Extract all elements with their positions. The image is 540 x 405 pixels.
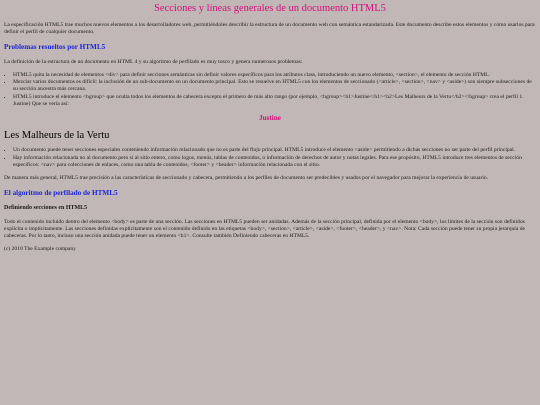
list-item: • HTML5 quita la necesidad de elementos <div> para definir secciones semánticas sin definir valores específicos para los atributos class, introduciendo un nuevo elemento, <section>, el elemento de sección HTML. xyxy=(13,72,536,79)
section-heading-algorithm: El algoritmo de perfilado de HTML5 xyxy=(4,188,118,197)
list-item: • Un documento puede tener secciones especiales conteniendo información relacionado que no es parte del flujo principal. HTML5 introduce el elemento <aside> permitiendo a dichas secciones no ser parte del perfil principal. xyxy=(13,147,536,154)
example-subtitle: Les Malheurs de la Vertu xyxy=(4,130,110,142)
footer-copyright: (c) 2010 The Example company xyxy=(4,246,76,253)
problems-paragraph: La definición de la estructura de un documento en HTML 4 y su algoritmo de perfilado es muy tosco y genera numerosos problemas: xyxy=(4,58,303,65)
problems-list xyxy=(4,72,536,108)
intro-paragraph: La especificación HTML5 trae muchos nuevos elementos a los desarrolladores web, permitiéndoles describir la estructura de un documento web con semántica estandarizada. Este documento describe estos elementos y cómo usarlos para definir el perfil de cualquier documento. xyxy=(4,22,535,36)
sections-paragraph: Todo el contenido incluido dentro del elemento <body> es parte de una sección. Las secciones en HTML5 pueden ser anidadas. Además de la sección principal, definida por el elemento <body>, los límites de la sección son definidos explícita o implícitamente. Las secciones definidas explícitamente son el contenido definido en las etiquetas <body>, <section>, <article>, <aside>, <footer>, <header>, y <nav>. Nota: Cada sección puede tener su propia jerarquía de cabeceras. Por lo tanto, incluso una sección anidada puede tener un elemento <h1>. Consulte también Definiendo cabeceras en HTML5. xyxy=(4,218,526,240)
page-title: Secciones y líneas generales de un documento HTML5 xyxy=(154,3,386,14)
example-list xyxy=(4,147,536,169)
subheading-defining-sections: Definiendo secciones en HTML5 xyxy=(4,204,88,211)
section-heading-problems: Problemas resueltos por HTML5 xyxy=(4,42,106,51)
list-item: • Mezclar varios documentos es difícil: la inclusión de un sub-documento en un documento principal. Esto se resuelve en HTML5 con los elementos de seccionado (<article>, <section>, <nav> y <aside>) son siempre subsecciones de su sección ancestra más cercana. xyxy=(13,79,536,94)
example-title: Justine xyxy=(259,114,281,123)
list-item: • HTML5 introduce el elemento <hgroup> que oculta todos los elementos de cabecera excepto el primero de más alto rango (por ejemplo, <hgroup><h1>Justine</h1><h2>Les Malheurs de la Vertu</h2></hgroup> crea el perfil 1. Justine) Que se vería así: xyxy=(13,94,536,109)
list-item: • Hay información relacionada no al documento pero si al sitio entero, como logos, menús, tablas de contenidos, o información de derechos de autor y notas legales. Para ese propósito, HTML5 introduce tres elementos de sección específicos: <nav> para colecciones de enlaces, como una tabla de contenidos, <footer> y <header> información relacionada con el sitio. xyxy=(13,155,536,170)
summary-paragraph: De manera más general, HTML5 trae precisión a las características de seccionado y cabecera, permitiendo a los perfiles de documento ser predecibles y usados por el navegador para mejorar la experiencia de usuario. xyxy=(4,175,489,182)
